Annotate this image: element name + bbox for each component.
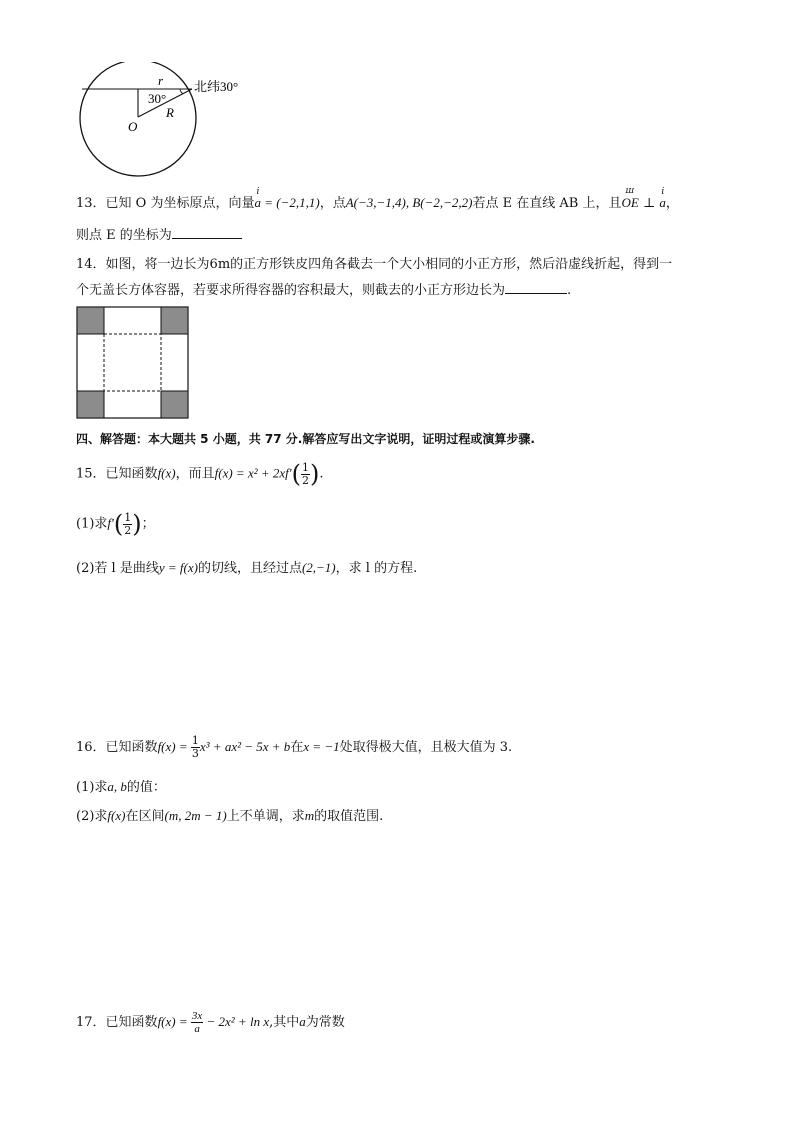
q16-number: 16．	[76, 740, 106, 755]
q16-m: m	[304, 808, 315, 823]
square-sheet-figure	[76, 306, 190, 420]
label-O: O	[128, 119, 138, 134]
q17-fraction: $\frac{3x}{a}$	[191, 1010, 203, 1035]
q17-number: 17．	[76, 1015, 106, 1030]
q17-a: a	[299, 1014, 306, 1029]
q17-text-a: 已知函数	[105, 1015, 158, 1030]
q16-text-c: 处取得极大值，且极大值为 3.	[339, 740, 513, 755]
q14-line1	[76, 253, 672, 272]
q13-vector-a: a ⅰ	[254, 186, 261, 210]
q15-number: 15．	[76, 466, 106, 482]
q16-part1-end: 的值：	[126, 780, 166, 795]
q13-number: 13．	[76, 196, 106, 211]
q13-answer-prompt: 则点 E 的坐标为	[76, 228, 172, 243]
q13-perp: ⊥	[638, 196, 660, 211]
q16-fraction: $\frac{1}{3}$	[191, 734, 199, 760]
q15-text-b: ，而且	[175, 466, 215, 482]
q15-part2-c: ，求 l 的方程.	[335, 561, 418, 576]
q15-curve: y = f(x)	[158, 560, 198, 575]
globe-circle	[80, 62, 196, 176]
q13-text-d: ，	[665, 196, 679, 211]
q13-text-b: ，点	[319, 196, 346, 211]
q16-part2-a: (2)求	[76, 809, 108, 824]
q16-part2	[76, 805, 383, 824]
q16-text-b: 在	[290, 740, 304, 755]
q16-x-value: x = −1	[303, 739, 340, 754]
q14-answer-blank[interactable]	[505, 293, 567, 294]
q15-part2-a: (2)若 l 是曲线	[76, 561, 159, 576]
q15-text-a: 已知函数	[105, 466, 158, 482]
q15-part1: (1)求f′( $\frac{1}{2}$ )；	[76, 510, 155, 538]
label-R: R	[166, 105, 174, 120]
q15-part1-fprime: f′	[107, 515, 114, 531]
q16-part2-c: 上不单调，求	[226, 809, 305, 824]
q13-vector-OE: OE ꟺ	[621, 185, 639, 210]
q15-line1: 15．已知函数f(x)，而且f(x) = x² + 2xf′( $\frac{1}{2}$ ).	[76, 460, 324, 488]
q13-vector-a2: a ⅰ	[659, 186, 666, 210]
label-latitude: 北纬30°	[194, 79, 239, 94]
globe-figure	[70, 62, 260, 182]
q13-line1	[76, 185, 679, 211]
q16-polynomial: x³ + ax² − 5x + b	[199, 739, 291, 754]
q15-part2-b: 的切线，且经过点	[197, 561, 302, 576]
q15-fx: f(x)	[157, 465, 176, 481]
label-r: r	[158, 73, 164, 88]
corner-square-bottom-right	[161, 391, 188, 418]
section-4-title: 四、解答题：本大题共 5 小题，共 77 分.解答应写出文字说明，证明过程或演算步骤.	[76, 432, 535, 446]
q13-text-a: 已知 O 为坐标原点，向量	[105, 196, 255, 211]
angle-arc	[180, 89, 183, 94]
q16-part2-fx: f(x)	[107, 808, 126, 823]
q16-interval: (m, 2m − 1)	[164, 808, 227, 823]
q16-text-a: 已知函数	[105, 740, 158, 755]
q14-period: .	[567, 283, 572, 298]
q17-text-b: ,其中	[269, 1015, 300, 1030]
q14-text-line2: 个无盖长方体容器，若要求所得容器的容积最大，则截去的小正方形边长为	[76, 283, 506, 298]
q13-line2	[76, 224, 242, 243]
q16-part2-b: 在区间	[125, 809, 165, 824]
label-angle: 30°	[148, 91, 167, 106]
corner-square-top-left	[77, 307, 104, 334]
q17-text-c: 为常数	[305, 1015, 345, 1030]
q16-fx: f(x) =	[157, 739, 191, 754]
q15-equation: f(x) = x² + 2xf′	[214, 465, 292, 481]
q17-line1	[76, 1010, 345, 1035]
q15-part2	[76, 557, 417, 576]
q16-part1-label: (1)求	[76, 780, 108, 795]
q15-part1-label: (1)求	[76, 516, 108, 532]
q13-points: A(−3,−1,4), B(−2,−2,2)	[345, 195, 473, 210]
q16-part1	[76, 776, 166, 795]
q14-text-line1: 如图，将一边长为6m的正方形铁皮四角各截去一个大小相同的小正方形，然后沿虚线折起，得到一	[105, 257, 673, 272]
q13-vector-a-value: = (−2,1,1)	[260, 195, 320, 210]
q13-text-c: 若点 E 在直线 AB 上，且	[472, 196, 622, 211]
q17-fx: f(x) =	[157, 1014, 191, 1029]
q15-end: .	[319, 466, 324, 482]
corner-square-top-right	[161, 307, 188, 334]
q13-answer-blank[interactable]	[172, 238, 242, 239]
q15-point: (2,−1)	[301, 560, 336, 575]
q15-part1-end: ；	[141, 516, 155, 532]
q14-number: 14．	[76, 257, 106, 272]
q14-line2	[76, 279, 571, 298]
q15-fraction: $\frac{1}{2}$	[301, 460, 309, 487]
q15-part1-fraction: $\frac{1}{2}$	[124, 510, 132, 537]
q16-part2-d: 的取值范围.	[314, 809, 384, 824]
corner-square-bottom-left	[77, 391, 104, 418]
q16-line1	[76, 735, 512, 760]
q17-rest: − 2x² + ln x	[203, 1014, 270, 1029]
q16-part1-vars: a, b	[107, 779, 127, 794]
